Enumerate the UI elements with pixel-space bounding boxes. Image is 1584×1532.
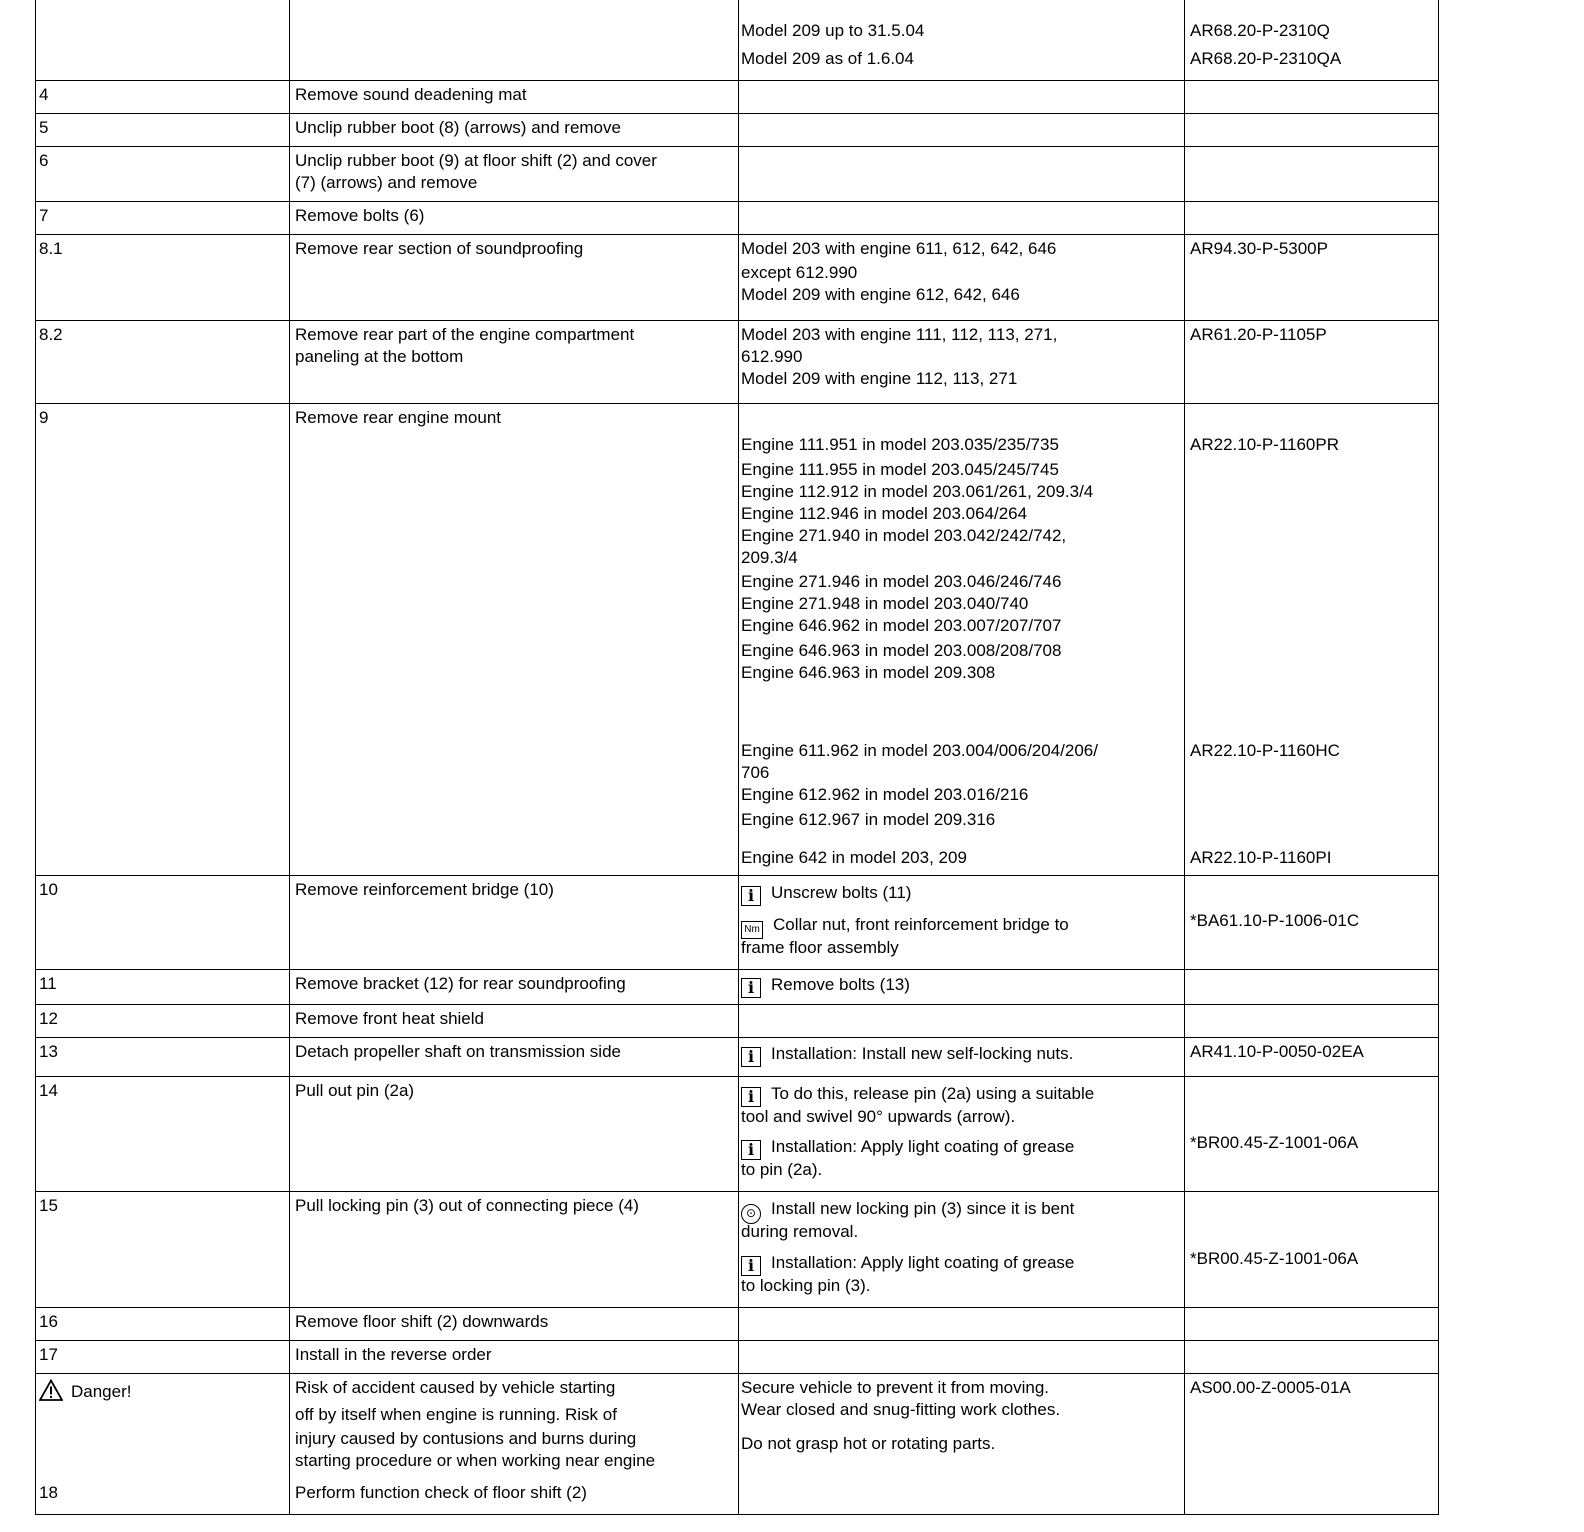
torque-icon: Nm [741, 921, 763, 939]
engine-model-line: Engine 112.912 in model 203.061/261, 209.3/4 [741, 482, 1094, 501]
table-row [36, 202, 1438, 235]
table-row [36, 1077, 1438, 1192]
info-icon: i [741, 1256, 761, 1276]
model-note: Model 203 with engine 611, 612, 642, 646 [741, 239, 1057, 258]
reference-link[interactable]: AR22.10-P-1160HC [1190, 741, 1340, 760]
engine-model-line: Engine 646.963 in model 209.308 [741, 663, 996, 682]
info-icon: i [741, 1140, 761, 1160]
engine-model-line: 706 [741, 763, 770, 782]
step-action: Remove bracket (12) for rear soundproofing [295, 974, 626, 993]
engine-model-line: Engine 612.967 in model 209.316 [741, 810, 996, 829]
engine-model-line: Engine 612.962 in model 203.016/216 [741, 785, 1029, 804]
info-icon: i [741, 886, 761, 906]
step-number: 9 [39, 408, 49, 427]
model-note: except 612.990 [741, 263, 858, 282]
engine-model-line: 209.3/4 [741, 548, 798, 567]
step-number: 14 [39, 1081, 58, 1100]
table-row [36, 1192, 1438, 1308]
note-text: Collar nut, front reinforcement bridge to [773, 915, 1069, 934]
note-text: Unscrew bolts (11) [771, 883, 912, 902]
note-text: Install new locking pin (3) since it is bent [771, 1199, 1075, 1218]
danger-text: Risk of accident caused by vehicle starting [295, 1378, 616, 1397]
step-action: (7) (arrows) and remove [295, 173, 478, 192]
note-text: to pin (2a). [741, 1160, 823, 1179]
step-number: 13 [39, 1042, 58, 1061]
step-action: Remove rear part of the engine compartment [295, 325, 635, 344]
model-note: Model 209 as of 1.6.04 [741, 49, 914, 68]
table-row [36, 1374, 1438, 1515]
step-action: Remove rear section of soundproofing [295, 239, 584, 258]
table-row [36, 876, 1438, 970]
reference-link[interactable]: AS00.00-Z-0005-01A [1190, 1378, 1351, 1397]
note-text: Installation: Apply light coating of grease [771, 1253, 1075, 1272]
step-number: 11 [39, 974, 57, 993]
step-action: Unclip rubber boot (9) at floor shift (2) and cover [295, 151, 657, 170]
table-row [36, 1341, 1438, 1374]
reference-link[interactable]: AR68.20-P-2310QA [1190, 49, 1342, 68]
reference-link[interactable]: AR68.20-P-2310Q [1190, 21, 1330, 40]
step-number: 16 [39, 1312, 58, 1331]
step-action: Perform function check of floor shift (2) [295, 1483, 587, 1502]
step-action: Remove bolts (6) [295, 206, 425, 225]
step-number: 6 [39, 151, 49, 170]
engine-model-line: Engine 271.948 in model 203.040/740 [741, 594, 1029, 613]
reference-link[interactable]: *BA61.10-P-1006-01C [1190, 911, 1360, 930]
model-note: Model 203 with engine 111, 112, 113, 271, [741, 325, 1058, 344]
step-action: Detach propeller shaft on transmission side [295, 1042, 621, 1061]
model-note: 612.990 [741, 347, 803, 366]
table-row [36, 321, 1438, 404]
model-note: Model 209 up to 31.5.04 [741, 21, 925, 40]
step-number: 15 [39, 1196, 58, 1215]
table-row [36, 970, 1438, 1005]
reference-link[interactable]: AR41.10-P-0050-02EA [1190, 1042, 1364, 1061]
reference-link[interactable]: AR22.10-P-1160PR [1190, 435, 1339, 454]
model-note: Model 209 with engine 112, 113, 271 [741, 369, 1018, 388]
engine-model-line: Engine 642 in model 203, 209 [741, 848, 967, 867]
step-action: Remove front heat shield [295, 1009, 484, 1028]
engine-model-line: Engine 271.940 in model 203.042/242/742, [741, 526, 1067, 545]
info-icon: i [741, 1047, 761, 1067]
step-number: 7 [39, 206, 49, 225]
info-icon: i [741, 978, 761, 998]
engine-model-line: Engine 112.946 in model 203.064/264 [741, 504, 1028, 523]
engine-model-line: Engine 646.962 in model 203.007/207/707 [741, 616, 1062, 635]
step-action: Pull out pin (2a) [295, 1081, 415, 1100]
step-action: Install in the reverse order [295, 1345, 492, 1364]
step-number: 5 [39, 118, 49, 137]
table-row [36, 404, 1438, 876]
engine-model-line: Engine 611.962 in model 203.004/006/204/206/ [741, 741, 1098, 760]
table-row [36, 235, 1438, 321]
reference-link[interactable]: AR94.30-P-5300P [1190, 239, 1328, 258]
step-number: 8.1 [39, 239, 63, 258]
step-action: paneling at the bottom [295, 347, 464, 366]
step-number: 10 [39, 880, 58, 899]
note-text: frame floor assembly [741, 938, 899, 957]
reference-link[interactable]: AR61.20-P-1105P [1190, 325, 1327, 344]
table-row [36, 114, 1438, 147]
caution-icon: ⊙ [741, 1204, 761, 1224]
step-action: Remove reinforcement bridge (10) [295, 880, 554, 899]
note-text: Installation: Apply light coating of grease [771, 1137, 1075, 1156]
engine-model-line: Engine 646.963 in model 203.008/208/708 [741, 641, 1062, 660]
note-text: Installation: Install new self-locking nuts. [771, 1044, 1074, 1063]
note-text: tool and swivel 90° upwards (arrow). [741, 1107, 1016, 1126]
table-row [36, 147, 1438, 202]
table-row [36, 1308, 1438, 1341]
note-text: Remove bolts (13) [771, 975, 910, 994]
step-action: Remove rear engine mount [295, 408, 502, 427]
engine-model-line: Engine 271.946 in model 203.046/246/746 [741, 572, 1062, 591]
step-action: Remove sound deadening mat [295, 85, 527, 104]
table-row [36, 81, 1438, 114]
step-number: 8.2 [39, 325, 63, 344]
step-action: Remove floor shift (2) downwards [295, 1312, 549, 1331]
warning-triangle-icon [39, 1379, 63, 1401]
danger-label: Danger! [71, 1382, 132, 1401]
engine-model-line: Engine 111.955 in model 203.045/245/745 [741, 460, 1059, 479]
model-note: Model 209 with engine 612, 642, 646 [741, 285, 1020, 304]
engine-model-line: Engine 111.951 in model 203.035/235/735 [741, 435, 1059, 454]
safety-note: Secure vehicle to prevent it from moving. [741, 1378, 1050, 1397]
table-row [36, 1038, 1438, 1077]
danger-text: injury caused by contusions and burns during [295, 1429, 637, 1448]
step-action: Unclip rubber boot (8) (arrows) and remove [295, 118, 621, 137]
danger-text: off by itself when engine is running. Risk of [295, 1405, 617, 1424]
reference-link[interactable]: *BR00.45-Z-1001-06A [1190, 1133, 1359, 1152]
step-number: 17 [39, 1345, 58, 1364]
note-text: to locking pin (3). [741, 1276, 871, 1295]
step-number: 12 [39, 1009, 58, 1028]
step-action: Pull locking pin (3) out of connecting piece (4) [295, 1196, 639, 1215]
reference-link[interactable]: *BR00.45-Z-1001-06A [1190, 1249, 1359, 1268]
table-row [36, 0, 1438, 81]
table-row [36, 1005, 1438, 1038]
reference-link[interactable]: AR22.10-P-1160PI [1190, 848, 1332, 867]
safety-note: Wear closed and snug-fitting work clothes. [741, 1400, 1061, 1419]
info-icon: i [741, 1087, 761, 1107]
procedure-table [35, 0, 1439, 1515]
note-text: during removal. [741, 1222, 859, 1241]
danger-text: starting procedure or when working near engine [295, 1451, 656, 1470]
note-text: To do this, release pin (2a) using a suitable [771, 1084, 1095, 1103]
step-number: 18 [39, 1483, 58, 1502]
safety-note: Do not grasp hot or rotating parts. [741, 1434, 996, 1453]
step-number: 4 [39, 85, 49, 104]
